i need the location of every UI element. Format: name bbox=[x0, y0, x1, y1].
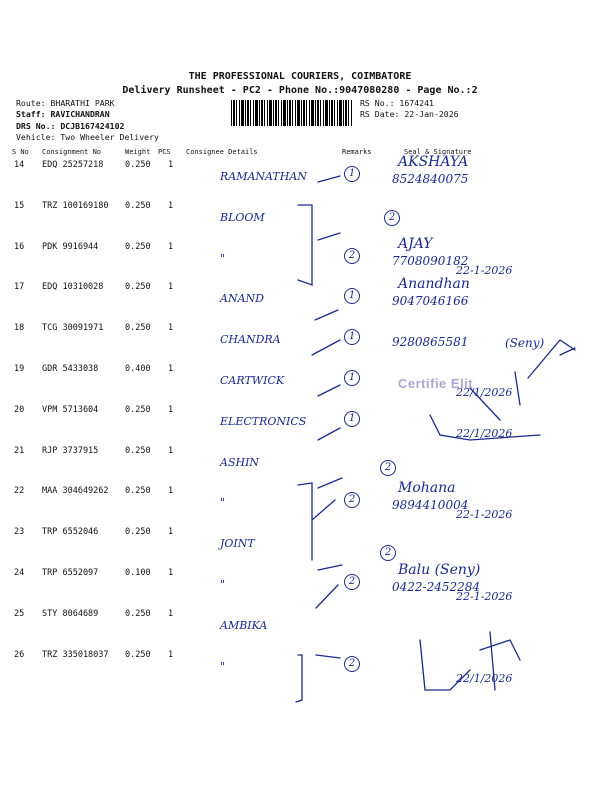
row-remark-circle: 1 bbox=[344, 329, 360, 345]
row-weight: 0.250 bbox=[125, 282, 151, 293]
rs-no-label: RS No.: 1674241 bbox=[360, 98, 434, 108]
row-sno: 20 bbox=[14, 404, 25, 415]
row-consignment: TRZ 335018037 bbox=[42, 649, 109, 660]
row-signature: AKSHAYA bbox=[398, 154, 469, 170]
row-consignee-name: RAMANATHAN bbox=[220, 170, 307, 183]
row-phone: 8524840075 bbox=[392, 172, 469, 186]
col-sno: S No bbox=[12, 148, 29, 156]
row-weight: 0.250 bbox=[125, 323, 151, 334]
row-weight: 0.250 bbox=[125, 608, 151, 619]
row-weight: 0.400 bbox=[125, 364, 151, 374]
row-phone: 9047046166 bbox=[392, 294, 469, 309]
row-consignment: TRP 6552097 bbox=[42, 568, 99, 578]
row-remark-circle: 1 bbox=[344, 370, 360, 386]
seal-circle-mark: 2 bbox=[380, 545, 396, 561]
rs-date-label: RS Date: 22-Jan-2026 bbox=[360, 109, 459, 119]
row-consignee-name: ELECTRONICS bbox=[220, 414, 307, 428]
row-sno: 25 bbox=[14, 608, 25, 619]
row-pcs: 1 bbox=[168, 608, 174, 619]
row-remark-circle: 2 bbox=[344, 656, 360, 672]
row-consignment: VPM 5713604 bbox=[42, 404, 99, 415]
row-date: 22-1-2026 bbox=[456, 508, 513, 522]
row-remark-circle: 2 bbox=[344, 574, 360, 590]
row-sno: 15 bbox=[14, 200, 25, 211]
row-sno: 21 bbox=[14, 445, 25, 456]
col-consignment: Consignment No bbox=[42, 148, 102, 156]
row-pcs: 1 bbox=[168, 160, 174, 170]
row-consignment: GDR 5433038 bbox=[42, 364, 99, 374]
row-consignee-name: BLOOM bbox=[220, 210, 265, 224]
seal-circle-mark: 2 bbox=[380, 460, 396, 476]
row-consignee-name: " bbox=[220, 659, 226, 673]
row-pcs: 1 bbox=[168, 527, 174, 538]
row-sno: 26 bbox=[14, 649, 25, 660]
row-weight: 0.250 bbox=[125, 486, 151, 497]
row-weight: 0.250 bbox=[125, 241, 151, 252]
row-date: 22/1/2026 bbox=[456, 386, 513, 399]
row-consignment: RJP 3737915 bbox=[42, 445, 99, 456]
row-date: 22-1-2026 bbox=[456, 590, 513, 603]
row-pcs: 1 bbox=[168, 649, 174, 660]
row-consignee-name: " bbox=[220, 578, 226, 591]
seny-mark: (Seny) bbox=[505, 336, 545, 350]
row-consignment: MAA 304649262 bbox=[42, 486, 109, 497]
row-signature: AJAY bbox=[398, 235, 433, 252]
staff-label: Staff: RAVICHANDRAN bbox=[16, 109, 110, 119]
seal-circle-mark: 2 bbox=[384, 210, 400, 226]
row-weight: 0.250 bbox=[125, 404, 151, 415]
col-consignee: Consignee Details bbox=[186, 148, 258, 156]
row-phone: 7708090182 bbox=[392, 253, 469, 268]
col-weight: Weight bbox=[125, 148, 151, 156]
page-subtitle: Delivery Runsheet - PC2 - Phone No.:9047080280 - Page No.:2 bbox=[122, 85, 478, 96]
row-consignee-name: ASHIN bbox=[220, 455, 260, 469]
row-weight: 0.250 bbox=[125, 445, 151, 456]
row-sno: 24 bbox=[14, 568, 25, 578]
col-seal: Seal & Signature bbox=[404, 148, 472, 156]
row-pcs: 1 bbox=[168, 568, 174, 578]
row-sno: 18 bbox=[14, 323, 25, 334]
row-consignee-name: CHANDRA bbox=[220, 333, 281, 347]
row-phone: 9894410004 bbox=[392, 498, 469, 513]
row-consignee-name: " bbox=[220, 251, 226, 265]
row-sno: 23 bbox=[14, 527, 25, 538]
row-pcs: 1 bbox=[168, 404, 174, 415]
row-date: 22-1-2026 bbox=[456, 263, 513, 277]
col-pcs: PCS bbox=[158, 148, 171, 156]
row-pcs: 1 bbox=[168, 486, 174, 497]
vehicle-label: Vehicle: Two Wheeler Delivery bbox=[16, 132, 159, 142]
row-consignment: TRZ 100169180 bbox=[42, 200, 109, 211]
row-sno: 22 bbox=[14, 486, 25, 497]
row-signature: Anandhan bbox=[398, 276, 470, 293]
row-weight: 0.100 bbox=[125, 568, 151, 578]
row-weight: 0.250 bbox=[125, 160, 151, 170]
row-sno: 14 bbox=[14, 160, 25, 170]
row-consignee-name: JOINT bbox=[220, 537, 255, 551]
row-weight: 0.250 bbox=[125, 649, 151, 660]
row-signature: Mohana bbox=[398, 480, 456, 497]
row-date: 22/1/2026 bbox=[456, 426, 513, 440]
row-weight: 0.250 bbox=[125, 200, 151, 211]
row-consignment: STY 8064689 bbox=[42, 608, 99, 619]
row-pcs: 1 bbox=[168, 282, 174, 293]
row-sno: 16 bbox=[14, 241, 25, 252]
seal-stamp: Certifie Elit bbox=[398, 376, 474, 391]
row-date: 22/1/2026 bbox=[456, 671, 513, 685]
row-pcs: 1 bbox=[168, 364, 174, 374]
row-pcs: 1 bbox=[168, 323, 174, 334]
row-consignment: TCG 30091971 bbox=[42, 323, 104, 334]
row-remark-circle: 2 bbox=[344, 492, 360, 508]
row-consignment: PDK 9916944 bbox=[42, 241, 99, 252]
row-sno: 19 bbox=[14, 364, 25, 374]
row-consignee-name: CARTWICK bbox=[220, 374, 285, 387]
row-remark-circle: 1 bbox=[344, 411, 360, 427]
row-consignment: TRP 6552046 bbox=[42, 527, 99, 538]
row-sno: 17 bbox=[14, 282, 25, 293]
row-consignee-name: AMBIKA bbox=[220, 618, 268, 632]
row-phone: 9280865581 bbox=[392, 335, 469, 350]
row-remark-circle: 1 bbox=[344, 166, 360, 182]
row-consignment: EDQ 25257218 bbox=[42, 160, 104, 170]
row-pcs: 1 bbox=[168, 445, 174, 456]
page-title: THE PROFESSIONAL COURIERS, COIMBATORE bbox=[188, 71, 412, 82]
row-phone: 0422-2452284 bbox=[392, 580, 481, 594]
row-remark-circle: 2 bbox=[344, 248, 360, 264]
row-consignment: EDQ 10310028 bbox=[42, 282, 104, 293]
row-signature: Balu (Seny) bbox=[398, 562, 481, 578]
drs-label: DRS No.: DCJB167424102 bbox=[16, 121, 125, 131]
row-remark-circle: 1 bbox=[344, 288, 360, 304]
row-weight: 0.250 bbox=[125, 527, 151, 538]
row-pcs: 1 bbox=[168, 200, 174, 211]
route-label: Route: BHARATHI PARK bbox=[16, 98, 115, 108]
col-remarks: Remarks bbox=[342, 148, 372, 156]
row-consignee-name: " bbox=[220, 496, 226, 510]
row-consignee-name: ANAND bbox=[220, 292, 264, 306]
row-pcs: 1 bbox=[168, 241, 174, 252]
